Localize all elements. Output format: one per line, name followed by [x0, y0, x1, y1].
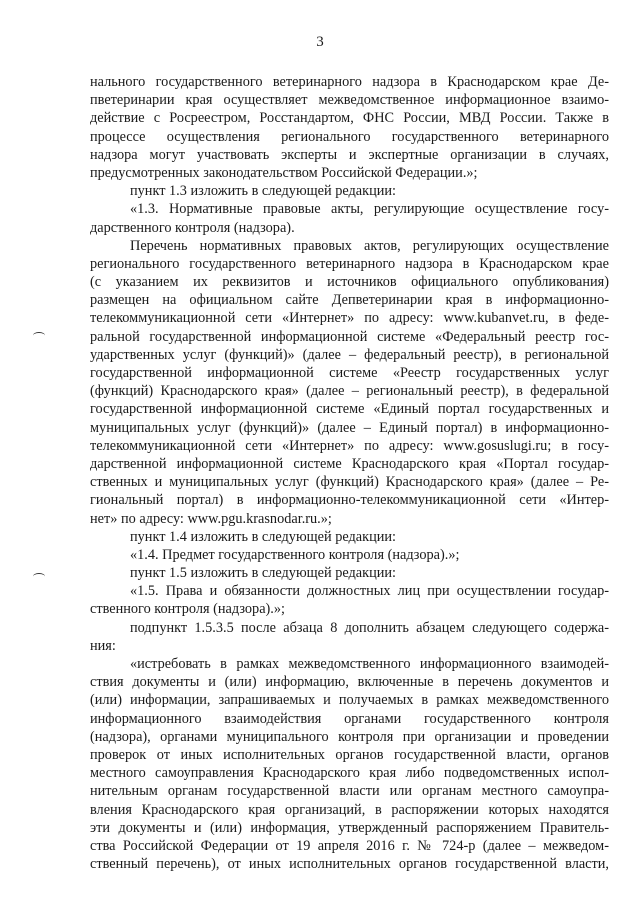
- text-line: ральной государственной информационной системе «Федеральный реестр гос-: [90, 328, 609, 345]
- text-line: подпункт 1.5.3.5 после абзаца 8 дополнить абзацем следующего содержа-: [130, 619, 609, 636]
- document-body: [90, 73, 609, 873]
- text-line: пункт 1.4 изложить в следующей редакции:: [130, 528, 397, 545]
- text-line: предусмотренных законодательством Российской Федерации.»;: [90, 164, 478, 181]
- text-line: дарственного контроля (надзора).: [90, 219, 295, 236]
- text-line: муниципальных услуг (функций)» (далее – Единый портал) в информационно-: [90, 419, 609, 436]
- text-line: размещен на официальном сайте Депветеринарии края в информационно-: [90, 292, 609, 309]
- margin-mark-bottom: [33, 573, 45, 580]
- text-line: регионального государственного ветеринарного надзора в Краснодарском крае: [90, 255, 609, 272]
- text-line: ственного контроля (надзора).»;: [90, 601, 285, 618]
- text-line: нального государственного ветеринарного надзора в Краснодарском крае Де-: [90, 74, 609, 90]
- text-line: Перечень нормативных правовых актов, регулирующих осуществление: [130, 237, 609, 254]
- text-line: «1.3. Нормативные правовые акты, регулирующие осуществление госу-: [130, 201, 609, 218]
- text-line: пункт 1.5 изложить в следующей редакции:: [130, 565, 397, 582]
- text-line: информационного взаимодействия органами государственного контроля: [90, 710, 609, 727]
- text-line: пветеринарии края осуществляет межведомственное информационное взаимо-: [90, 92, 609, 109]
- text-line: ства Российской Федерации от 19 апреля 2016 г. № 724-р (далее – межведом-: [90, 837, 609, 854]
- text-line: эти документы и (или) информация, утвержденный распоряжением Правитель-: [90, 819, 609, 836]
- page-number: 3: [316, 34, 324, 50]
- text-line: государственной информационной системе «Единый портал государственных и: [90, 401, 609, 418]
- text-line: нет» по адресу: www.pgu.krasnodar.ru.»;: [90, 510, 332, 527]
- margin-mark-top: [33, 332, 45, 339]
- text-line: ударственных услуг (функций)» (далее – федеральный реестр), в региональной: [90, 346, 609, 363]
- text-line: гиональный портал) в информационно-телекоммуникационной сети «Интер-: [90, 492, 609, 509]
- text-line: «истребовать в рамках межведомственного информационного взаимодей-: [130, 656, 609, 672]
- text-line: надзора могут участвовать эксперты и экспертные организации в случаях,: [90, 146, 609, 163]
- text-line: ственный перечень), от иных исполнительных органов государственной власти,: [90, 856, 609, 873]
- text-line: ния:: [90, 637, 116, 654]
- text-line: пункт 1.3 изложить в следующей редакции:: [130, 183, 397, 200]
- text-line: (надзора), органами муниципального контроля при организации и проведении: [90, 728, 609, 745]
- text-line: дарственной информационной системе Краснодарского края «Портал государ-: [90, 455, 609, 472]
- text-line: (с указанием их реквизитов и источников официального опубликования): [90, 274, 609, 291]
- text-line: действие с Росреестром, Росстандартом, ФНС России, МВД России. Также в: [90, 110, 609, 127]
- text-line: (функций) Краснодарского края» (далее – региональный реестр), в федеральной: [90, 383, 609, 400]
- text-line: вления Краснодарского края организаций, в распоряжении которых находятся: [90, 801, 609, 818]
- text-line: телекоммуникационной сети «Интернет» по адресу: www.gosuslugi.ru; в госу-: [90, 437, 609, 454]
- text-line: «1.4. Предмет государственного контроля (надзора).»;: [130, 546, 460, 563]
- text-line: телекоммуникационной сети «Интернет» по адресу: www.kubanvet.ru, в феде-: [90, 310, 609, 327]
- text-line: ственных и муниципальных услуг (функций) Краснодарского края» (далее – Ре-: [90, 474, 609, 491]
- text-line: проверок от иных исполнительных органов государственной власти, органов: [90, 746, 609, 763]
- text-line: ствия документы и (или) информацию, включенные в перечень документов и: [90, 674, 609, 691]
- text-line: «1.5. Права и обязанности должностных лиц при осуществлении государ-: [130, 583, 609, 600]
- text-line: процессе осуществления регионального государственного ветеринарного: [90, 128, 609, 145]
- text-line: (или) информации, запрашиваемых и получаемых в рамках межведомственного: [90, 692, 609, 709]
- text-line: государственной информационной системе «Реестр государственных услуг: [90, 365, 609, 381]
- text-line: нительным органам государственной власти или органам местного самоупра-: [90, 783, 609, 800]
- text-line: местного самоуправления Краснодарского края либо подведомственных испол-: [90, 765, 609, 782]
